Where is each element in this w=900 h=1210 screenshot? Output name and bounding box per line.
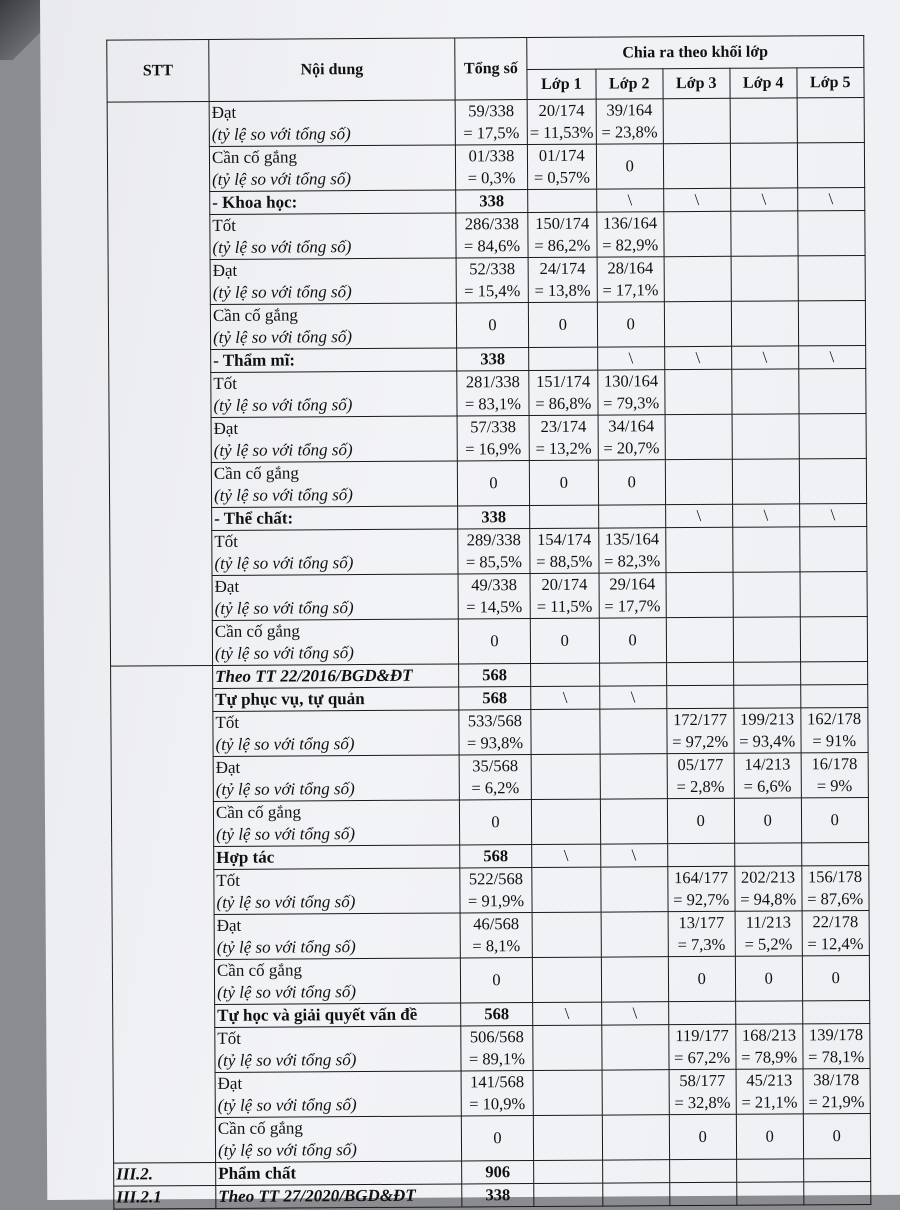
grade-cell bbox=[669, 1159, 736, 1182]
grade-cell: 0 bbox=[803, 1113, 870, 1158]
total-cell: 533/568 = 93,8% bbox=[459, 710, 531, 755]
row-subtitle: (tỷ lệ so với tổng số) bbox=[216, 824, 356, 844]
row-label: Tự phục vụ, tự quản bbox=[215, 689, 365, 709]
content-cell bbox=[212, 529, 458, 576]
row-label: - Khoa học: bbox=[212, 192, 298, 212]
grade-cell bbox=[799, 413, 866, 458]
table-row bbox=[108, 255, 865, 305]
grade-cell bbox=[800, 684, 867, 707]
grade-cell: 13/177 = 7,3% bbox=[668, 911, 735, 956]
header-grade: Lớp 5 bbox=[797, 67, 864, 97]
grade-cell bbox=[731, 256, 798, 301]
grade-cell bbox=[732, 527, 799, 572]
grade-cell bbox=[602, 1115, 669, 1160]
grade-cell bbox=[733, 662, 800, 685]
content-cell bbox=[214, 913, 460, 960]
grade-cell bbox=[733, 572, 800, 617]
grade-cell bbox=[602, 1070, 669, 1115]
total-cell: 52/338 = 15,4% bbox=[456, 258, 528, 303]
table-row bbox=[113, 1023, 870, 1073]
row-subtitle: (tỷ lệ so với tổng số) bbox=[215, 779, 355, 799]
grade-cell bbox=[797, 97, 864, 142]
content-cell bbox=[210, 258, 456, 305]
grade-cell: 139/178 = 78,1% bbox=[802, 1023, 869, 1068]
grade-cell bbox=[534, 1183, 603, 1206]
grade-cell bbox=[733, 617, 800, 662]
total-cell: 0 bbox=[458, 619, 530, 664]
row-subtitle: (tỷ lệ so với tổng số) bbox=[216, 892, 356, 912]
grade-cell: \ bbox=[601, 1002, 668, 1025]
grade-cell bbox=[601, 957, 668, 1002]
total-cell: 0 bbox=[460, 958, 532, 1003]
row-label: Tốt bbox=[217, 1028, 242, 1048]
grade-cell bbox=[798, 368, 865, 413]
grade-cell: \ bbox=[799, 503, 866, 526]
row-label: Hợp tác bbox=[216, 847, 275, 867]
grade-cell: 24/174 = 13,8% bbox=[528, 257, 597, 302]
row-label: Đạt bbox=[214, 576, 240, 596]
header-grade: Lớp 3 bbox=[663, 68, 730, 98]
content-cell bbox=[211, 348, 457, 373]
row-subtitle: (tỷ lệ so với tổng số) bbox=[212, 282, 352, 302]
content-cell bbox=[214, 958, 460, 1005]
grade-cell: 0 bbox=[596, 144, 663, 189]
grade-cell: 28/164 = 17,1% bbox=[597, 257, 664, 302]
grade-cell: \ bbox=[663, 188, 730, 211]
total-cell: 568 bbox=[459, 664, 531, 687]
total-cell: 35/568 = 6,2% bbox=[459, 755, 531, 800]
grade-cell: 0 bbox=[529, 460, 598, 505]
grade-cell: 0 bbox=[598, 460, 665, 505]
grade-cell bbox=[732, 414, 799, 459]
table-row bbox=[112, 910, 869, 960]
row-label: - Thể chất: bbox=[214, 508, 294, 528]
row-label: Cần cố gắng bbox=[212, 305, 298, 325]
grade-cell: \ bbox=[664, 346, 731, 369]
content-cell bbox=[212, 619, 458, 666]
total-cell: 338 bbox=[457, 348, 529, 371]
grade-cell bbox=[665, 527, 732, 572]
total-cell: 568 bbox=[461, 1003, 533, 1026]
header-grade: Lớp 1 bbox=[527, 69, 596, 99]
grade-cell: 202/213 = 94,8% bbox=[735, 866, 802, 911]
grade-cell bbox=[532, 912, 601, 957]
row-label: Tốt bbox=[216, 870, 241, 890]
row-label: Cần cố gắng bbox=[216, 960, 302, 980]
content-cell bbox=[210, 213, 456, 260]
grade-cell bbox=[664, 211, 731, 256]
total-cell: 46/568 = 8,1% bbox=[460, 913, 532, 958]
table-row bbox=[107, 97, 864, 147]
content-cell bbox=[213, 755, 459, 802]
grade-cell: \ bbox=[599, 686, 666, 709]
grade-cell: 0 bbox=[735, 956, 802, 1001]
grade-cell bbox=[732, 459, 799, 504]
table-row bbox=[109, 458, 866, 508]
total-cell: 568 bbox=[459, 687, 531, 710]
grade-cell bbox=[531, 709, 600, 754]
grade-cell bbox=[669, 1182, 736, 1205]
content-cell bbox=[212, 506, 458, 531]
grade-cell bbox=[731, 211, 798, 256]
grade-cell bbox=[528, 189, 597, 212]
grade-cell bbox=[598, 505, 665, 528]
row-label: Tốt bbox=[212, 215, 237, 235]
grade-cell: \ bbox=[531, 686, 600, 709]
grade-cell bbox=[601, 1025, 668, 1070]
row-subtitle: (tỷ lệ so với tổng số) bbox=[211, 124, 351, 144]
table-row bbox=[113, 1113, 870, 1163]
table-row bbox=[112, 865, 869, 915]
total-cell: 289/338 = 85,5% bbox=[458, 529, 530, 574]
header-stt: STT bbox=[107, 39, 209, 102]
grade-cell bbox=[532, 867, 601, 912]
row-label: Đạt bbox=[215, 757, 241, 777]
grade-cell: 0 bbox=[597, 302, 664, 347]
row-label: Đạt bbox=[217, 1073, 243, 1093]
row-subtitle: (tỷ lệ so với tổng số) bbox=[217, 1095, 357, 1115]
row-subtitle: (tỷ lệ so với tổng số) bbox=[214, 643, 354, 663]
grade-cell bbox=[663, 98, 730, 143]
grade-cell: \ bbox=[532, 844, 601, 867]
grade-cell bbox=[529, 347, 598, 370]
table-row bbox=[111, 707, 868, 757]
row-label: Tốt bbox=[213, 373, 238, 393]
total-cell: 57/338 = 16,9% bbox=[457, 416, 529, 461]
content-cell bbox=[215, 1071, 461, 1118]
table-row bbox=[110, 526, 867, 576]
grade-cell bbox=[663, 143, 730, 188]
grade-cell: 14/213 = 6,6% bbox=[734, 753, 801, 798]
total-cell: 906 bbox=[462, 1161, 534, 1184]
grade-cell bbox=[664, 256, 731, 301]
row-label: Cần cố gắng bbox=[214, 621, 300, 641]
content-cell bbox=[213, 664, 459, 689]
total-cell: 338 bbox=[462, 1184, 534, 1207]
grade-cell bbox=[803, 1181, 870, 1204]
grade-cell bbox=[664, 301, 731, 346]
grade-cell bbox=[533, 1115, 602, 1160]
stt-cell bbox=[107, 101, 212, 666]
grade-cell: \ bbox=[730, 188, 797, 211]
table-row bbox=[111, 797, 868, 847]
row-subtitle: (tỷ lệ so với tổng số) bbox=[215, 734, 355, 754]
grade-cell: 154/174 = 88,5% bbox=[530, 528, 599, 573]
grade-cell bbox=[730, 143, 797, 188]
table-row bbox=[109, 413, 866, 463]
grade-cell bbox=[666, 685, 733, 708]
content-cell bbox=[215, 1003, 461, 1028]
total-cell: 0 bbox=[456, 303, 528, 348]
grade-cell: \ bbox=[533, 1002, 602, 1025]
grade-cell: 0 bbox=[528, 302, 597, 347]
content-cell bbox=[213, 687, 459, 712]
total-cell: 01/338 = 0,3% bbox=[455, 145, 527, 190]
row-label: Theo TT 27/2020/BGD&ĐT bbox=[216, 1184, 462, 1209]
content-cell bbox=[215, 1026, 461, 1073]
table-row bbox=[110, 571, 867, 621]
row-label: Theo TT 22/2016/BGD&ĐT bbox=[215, 665, 413, 686]
grade-cell: 16/178 = 9% bbox=[801, 752, 868, 797]
content-cell bbox=[211, 461, 457, 508]
grade-cell: \ bbox=[665, 504, 732, 527]
grade-cell: 150/174 = 86,2% bbox=[528, 212, 597, 257]
content-cell bbox=[211, 416, 457, 463]
grade-cell bbox=[798, 210, 865, 255]
grade-cell bbox=[533, 1025, 602, 1070]
grade-cell: \ bbox=[596, 189, 663, 212]
grade-cell bbox=[731, 369, 798, 414]
row-subtitle: (tỷ lệ so với tổng số) bbox=[214, 553, 354, 573]
grade-cell bbox=[736, 1182, 803, 1205]
grade-cell: \ bbox=[798, 345, 865, 368]
grade-cell: 0 bbox=[530, 618, 599, 663]
total-cell: 59/338 = 17,5% bbox=[455, 100, 527, 145]
grade-cell bbox=[534, 1160, 603, 1183]
row-subtitle: (tỷ lệ so với tổng số) bbox=[212, 169, 352, 189]
grade-cell: 0 bbox=[802, 955, 869, 1000]
row-label: Đạt bbox=[211, 102, 237, 122]
grade-cell: 135/164 = 82,3% bbox=[598, 528, 665, 573]
grade-cell: 136/164 = 82,9% bbox=[597, 212, 664, 257]
row-label: Đạt bbox=[213, 418, 239, 438]
total-cell: 49/338 = 14,5% bbox=[458, 574, 530, 619]
table-row bbox=[109, 368, 866, 418]
grade-cell bbox=[799, 458, 866, 503]
grade-cell bbox=[798, 300, 865, 345]
grade-cell bbox=[531, 663, 600, 686]
grade-cell: 0 bbox=[599, 618, 666, 663]
grade-cell: 38/178 = 21,9% bbox=[803, 1068, 870, 1113]
grade-cell: 22/178 = 12,4% bbox=[802, 910, 869, 955]
grade-cell bbox=[802, 1000, 869, 1023]
grade-cell: 58/177 = 32,8% bbox=[669, 1069, 736, 1114]
total-cell: 141/568 = 10,9% bbox=[461, 1071, 533, 1116]
section-row bbox=[114, 1181, 871, 1209]
row-label: Cần cố gắng bbox=[217, 1118, 303, 1138]
grade-cell bbox=[801, 842, 868, 865]
total-cell: 281/338 = 83,1% bbox=[457, 371, 529, 416]
row-subtitle: (tỷ lệ so với tổng số) bbox=[213, 440, 353, 460]
table-row bbox=[110, 616, 867, 666]
total-cell: 286/338 = 84,6% bbox=[456, 213, 528, 258]
grade-cell: 168/213 = 78,9% bbox=[735, 1024, 802, 1069]
row-subtitle: (tỷ lệ so với tổng số) bbox=[217, 1140, 357, 1160]
results-table bbox=[106, 35, 871, 1210]
grade-cell bbox=[733, 685, 800, 708]
grade-cell bbox=[731, 301, 798, 346]
grade-cell bbox=[530, 505, 599, 528]
total-cell: 0 bbox=[461, 1116, 533, 1161]
grade-cell bbox=[800, 616, 867, 661]
grade-cell bbox=[800, 661, 867, 684]
grade-cell: \ bbox=[597, 347, 664, 370]
grade-cell: 0 bbox=[668, 956, 735, 1001]
grade-cell bbox=[665, 459, 732, 504]
grade-cell: 199/213 = 93,4% bbox=[734, 708, 801, 753]
grade-cell: 01/174 = 0,57% bbox=[527, 144, 596, 189]
content-cell bbox=[209, 145, 455, 192]
stt-cell bbox=[111, 665, 216, 1163]
row-subtitle: (tỷ lệ so với tổng số) bbox=[212, 237, 352, 257]
grade-cell bbox=[602, 1160, 669, 1183]
grade-cell bbox=[600, 754, 667, 799]
row-label: - Thẩm mĩ: bbox=[213, 350, 296, 370]
total-cell: 568 bbox=[460, 845, 532, 868]
row-label: Cần cố gắng bbox=[213, 463, 299, 483]
grade-cell: 45/213 = 21,1% bbox=[736, 1069, 803, 1114]
grade-cell bbox=[531, 799, 600, 844]
grade-cell: 130/164 = 79,3% bbox=[597, 370, 664, 415]
row-subtitle: (tỷ lệ so với tổng số) bbox=[213, 327, 353, 347]
grade-cell: 20/174 = 11,53% bbox=[527, 99, 596, 144]
grade-cell: 34/164 = 20,7% bbox=[598, 415, 665, 460]
grade-cell: 39/164 = 23,8% bbox=[596, 99, 663, 144]
header-chia-ra: Chia ra theo khối lớp bbox=[527, 35, 864, 69]
grade-cell bbox=[601, 912, 668, 957]
content-cell bbox=[215, 1116, 461, 1163]
header-noi-dung: Nội dung bbox=[209, 38, 455, 102]
row-label: Phẩm chất bbox=[216, 1161, 462, 1186]
grade-cell bbox=[667, 843, 734, 866]
grade-cell bbox=[600, 799, 667, 844]
grade-cell bbox=[664, 369, 731, 414]
grade-cell: 23/174 = 13,2% bbox=[529, 415, 598, 460]
grade-cell: 0 bbox=[736, 1114, 803, 1159]
grade-cell: 11/213 = 5,2% bbox=[735, 911, 802, 956]
grade-cell: 172/177 = 97,2% bbox=[667, 708, 734, 753]
grade-cell: 0 bbox=[667, 798, 734, 843]
total-cell: 0 bbox=[459, 800, 531, 845]
row-subtitle: (tỷ lệ so với tổng số) bbox=[214, 598, 354, 618]
content-cell bbox=[209, 100, 455, 147]
content-cell bbox=[210, 190, 456, 215]
table-row bbox=[108, 300, 865, 350]
grade-cell bbox=[602, 1183, 669, 1206]
grade-cell bbox=[666, 662, 733, 685]
total-cell: 338 bbox=[458, 506, 530, 529]
table-row bbox=[112, 955, 869, 1005]
total-cell: 0 bbox=[457, 461, 529, 506]
grade-cell: 29/164 = 17,7% bbox=[599, 573, 666, 618]
content-cell bbox=[214, 845, 460, 870]
total-cell: 522/568 = 91,9% bbox=[460, 868, 532, 913]
row-subtitle: (tỷ lệ so với tổng số) bbox=[217, 982, 357, 1002]
grade-cell bbox=[666, 617, 733, 662]
grade-cell bbox=[798, 255, 865, 300]
grade-cell bbox=[666, 572, 733, 617]
grade-cell bbox=[532, 957, 601, 1002]
table-row bbox=[113, 1068, 870, 1118]
grade-cell: \ bbox=[731, 346, 798, 369]
grade-cell bbox=[599, 663, 666, 686]
table-row bbox=[108, 210, 865, 260]
grade-cell: 0 bbox=[734, 798, 801, 843]
grade-cell bbox=[734, 843, 801, 866]
row-label: Đạt bbox=[212, 260, 238, 280]
grade-cell bbox=[803, 1158, 870, 1181]
content-cell bbox=[212, 574, 458, 621]
total-cell: 338 bbox=[456, 190, 528, 213]
grade-cell bbox=[797, 142, 864, 187]
grade-cell: 0 bbox=[669, 1114, 736, 1159]
row-label: Cần cố gắng bbox=[215, 802, 302, 822]
grade-cell: 05/177 = 2,8% bbox=[667, 753, 734, 798]
grade-cell bbox=[736, 1159, 803, 1182]
grade-cell bbox=[665, 414, 732, 459]
grade-cell bbox=[601, 867, 668, 912]
grade-cell: \ bbox=[600, 844, 667, 867]
grade-cell bbox=[600, 709, 667, 754]
grade-cell bbox=[730, 98, 797, 143]
content-cell bbox=[213, 710, 459, 757]
header-tong-so: Tổng số bbox=[455, 38, 527, 100]
total-cell: 506/568 = 89,1% bbox=[461, 1026, 533, 1071]
grade-cell: \ bbox=[732, 504, 799, 527]
content-cell bbox=[214, 868, 460, 915]
grade-cell bbox=[800, 571, 867, 616]
table-row bbox=[107, 142, 864, 192]
document-page bbox=[40, 0, 900, 1207]
grade-cell: 0 bbox=[801, 797, 868, 842]
content-cell bbox=[213, 800, 459, 847]
row-label: Tốt bbox=[214, 531, 238, 551]
stt-cell: III.2. bbox=[114, 1162, 216, 1186]
grade-cell: 156/178 = 87,6% bbox=[802, 865, 869, 910]
grade-cell: 162/178 = 91% bbox=[801, 707, 868, 752]
grade-cell: 119/177 = 67,2% bbox=[668, 1024, 735, 1069]
row-label: Cần cố gắng bbox=[211, 147, 298, 167]
table-row bbox=[111, 752, 868, 802]
row-label: Đạt bbox=[216, 915, 242, 935]
grade-cell bbox=[735, 1001, 802, 1024]
row-subtitle: (tỷ lệ so với tổng số) bbox=[213, 485, 353, 505]
row-subtitle: (tỷ lệ so với tổng số) bbox=[217, 1050, 357, 1070]
content-cell bbox=[211, 371, 457, 418]
row-subtitle: (tỷ lệ so với tổng số) bbox=[216, 937, 356, 957]
grade-cell: 20/174 = 11,5% bbox=[530, 573, 599, 618]
grade-cell: 164/177 = 92,7% bbox=[668, 866, 735, 911]
grade-cell bbox=[531, 754, 600, 799]
grade-cell bbox=[799, 526, 866, 571]
header-grade: Lớp 2 bbox=[596, 69, 663, 99]
row-label: Tốt bbox=[215, 712, 240, 732]
grade-cell: \ bbox=[797, 187, 864, 210]
header-grade: Lớp 4 bbox=[730, 68, 797, 98]
row-subtitle: (tỷ lệ so với tổng số) bbox=[213, 395, 353, 415]
stt-cell: III.2.1 bbox=[114, 1185, 216, 1209]
grade-cell bbox=[668, 1001, 735, 1024]
content-cell bbox=[210, 303, 456, 350]
grade-cell: 151/174 = 86,8% bbox=[529, 370, 598, 415]
row-label: Tự học và giải quyết vấn đề bbox=[217, 1004, 418, 1025]
grade-cell bbox=[533, 1070, 602, 1115]
